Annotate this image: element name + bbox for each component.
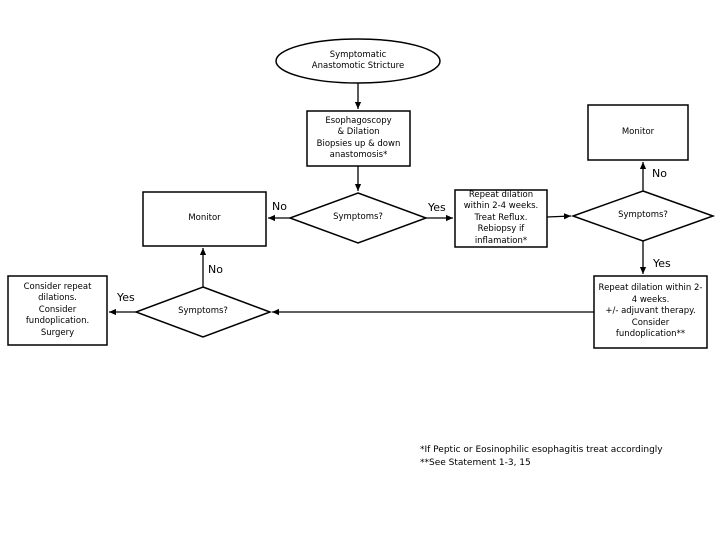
monitor-right-node bbox=[588, 105, 688, 160]
repeat-dilation-2-line: Repeat dilation within 2- bbox=[598, 283, 703, 294]
repeat-dilation-2-line: fundoplication** bbox=[615, 329, 686, 340]
consider-surgery-line: Consider repeat bbox=[23, 281, 92, 292]
monitor-right-label: Monitor bbox=[621, 126, 655, 137]
repeat-dilation-line: inflamation* bbox=[474, 235, 528, 246]
consider-surgery-line: dilations. bbox=[38, 293, 77, 304]
consider-surgery-node bbox=[8, 276, 107, 345]
egd-node-line: anastomosis* bbox=[329, 150, 388, 160]
egd-node-line: Biopsies up & down bbox=[316, 138, 401, 149]
start-node-line: Symptomatic bbox=[329, 49, 387, 60]
footnote-line: *If Peptic or Eosinophilic esophagitis treat accordingly bbox=[420, 445, 663, 455]
repeat-dilation-line: Treat Reflux. bbox=[474, 212, 528, 223]
repeat-dilation-2-node bbox=[594, 276, 707, 348]
consider-surgery-line: Surgery bbox=[40, 327, 75, 338]
footnotes bbox=[420, 444, 663, 470]
consider-surgery-line: Consider bbox=[38, 304, 77, 315]
footnote-line: **See Statement 1-3, 15 bbox=[420, 458, 531, 468]
repeat-dilation-2-line: Consider bbox=[631, 317, 670, 328]
egd-node-line: Esophagoscopy bbox=[325, 115, 392, 126]
repeat-dilation-line: within 2-4 weeks. bbox=[463, 201, 539, 212]
edge-label-right-no: No bbox=[652, 167, 667, 180]
consider-surgery-line: fundoplication. bbox=[25, 316, 90, 327]
edge-label-center-no: No bbox=[272, 200, 287, 213]
edge-label-center-yes: Yes bbox=[428, 201, 446, 214]
repeat-dilation-2-line: +/- adjuvant therapy. bbox=[605, 306, 696, 317]
edge-label-right-yes: Yes bbox=[653, 257, 671, 270]
decision-left-node bbox=[136, 299, 270, 325]
edge-label-left-no: No bbox=[208, 263, 223, 276]
start-node bbox=[276, 39, 440, 83]
decision-left-label: Symptoms? bbox=[178, 306, 228, 317]
edge-repeat-to-decision-right bbox=[547, 216, 571, 217]
monitor-left-node bbox=[143, 192, 266, 246]
decision-right-label: Symptoms? bbox=[618, 210, 668, 221]
decision-center-node bbox=[290, 205, 426, 231]
egd-node bbox=[307, 111, 410, 166]
decision-right-node bbox=[573, 203, 713, 229]
egd-node-line: & Dilation bbox=[337, 127, 380, 137]
repeat-dilation-line: Repeat dilation bbox=[468, 189, 534, 200]
monitor-left-label: Monitor bbox=[188, 213, 221, 224]
start-node-line: Anastomotic Stricture bbox=[311, 61, 405, 71]
repeat-dilation-node bbox=[455, 190, 547, 247]
repeat-dilation-2-line: 4 weeks. bbox=[631, 294, 670, 305]
decision-center-label: Symptoms? bbox=[333, 212, 383, 223]
repeat-dilation-line: Rebiopsy if bbox=[477, 224, 525, 235]
edge-label-left-yes: Yes bbox=[117, 291, 135, 304]
